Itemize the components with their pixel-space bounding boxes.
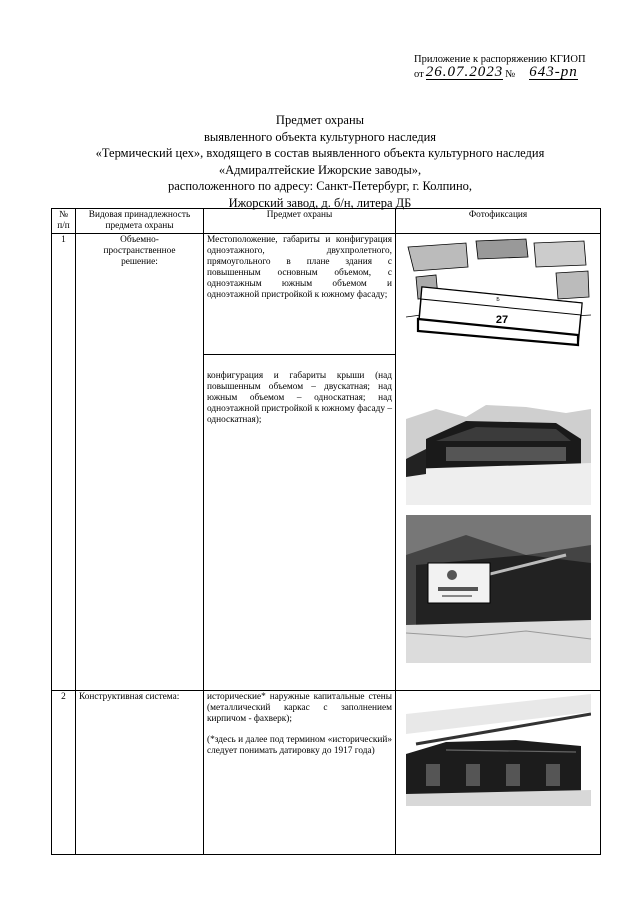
table-header-row <box>52 209 601 234</box>
building-photo-roof <box>406 399 591 505</box>
document-heading: Предмет охраны выявленного объекта культурного наследия «Термический цех», входящего в состав выявленного объекта культурного наследия «Адмиралтейские Ижорские заводы», расположенного по адресу: Санкт-Петербург, г. Колпино, Ижорский завод, д. б/н, литера ДБ <box>40 112 600 211</box>
header-kind: Видовая принадлежность предмета охраны <box>76 209 204 234</box>
table-row <box>52 691 601 855</box>
protection-table <box>51 208 601 855</box>
heading-title: Предмет охраны <box>275 113 365 127</box>
subject-text-2: (*здесь и далее под термином «исторический» следует понимать датировку до 1917 года) <box>207 735 392 756</box>
subject-text-1: исторические* наружные капитальные стены (металлический каркас с заполнением кирпичом - фахверк); <box>207 692 392 724</box>
row-subject <box>204 691 396 855</box>
header-subject: Предмет охраны <box>204 209 396 234</box>
building-photo-sign <box>406 515 591 663</box>
row-kind: Объемно-пространственное решение: <box>76 234 204 691</box>
row-photos <box>396 691 601 855</box>
subject-text-1: Местоположение, габариты и конфигурация одноэтажного, двухпролетного, прямоугольного в плане здания с повышенным основным объемом, с одноэтажным южным объемом и одноэтажной пристройкой к южному фасаду; <box>204 234 395 355</box>
header-num: № п/п <box>52 209 76 234</box>
site-plan-image <box>406 237 591 355</box>
row-num: 1 <box>52 234 76 691</box>
handwritten-date: 26.07.2023 <box>425 64 504 80</box>
subject-text-2: конфигурация и габариты крыши (над повышенным объемом – двускатная; над южным объемом – односкатная; над одноэтажной пристройкой к южному фасаду – односкатная); <box>207 371 392 425</box>
table-row <box>52 234 601 691</box>
building-photo-structure <box>406 694 591 806</box>
row-subject <box>204 234 396 691</box>
map-label: 27 <box>495 314 508 326</box>
handwritten-number: 643-рп <box>529 64 578 80</box>
row-photos <box>396 234 601 691</box>
appendix-title: Приложение к распоряжению КГИОП <box>414 54 586 65</box>
row-num: 2 <box>52 691 76 855</box>
svg-text:Б: Б <box>495 297 500 303</box>
appendix-date-number: от 26.07.2023 № 643-рп <box>414 64 578 80</box>
header-photo: Фотофиксация <box>396 209 601 234</box>
row-kind: Конструктивная система: <box>76 691 204 855</box>
appendix-note <box>414 54 604 80</box>
